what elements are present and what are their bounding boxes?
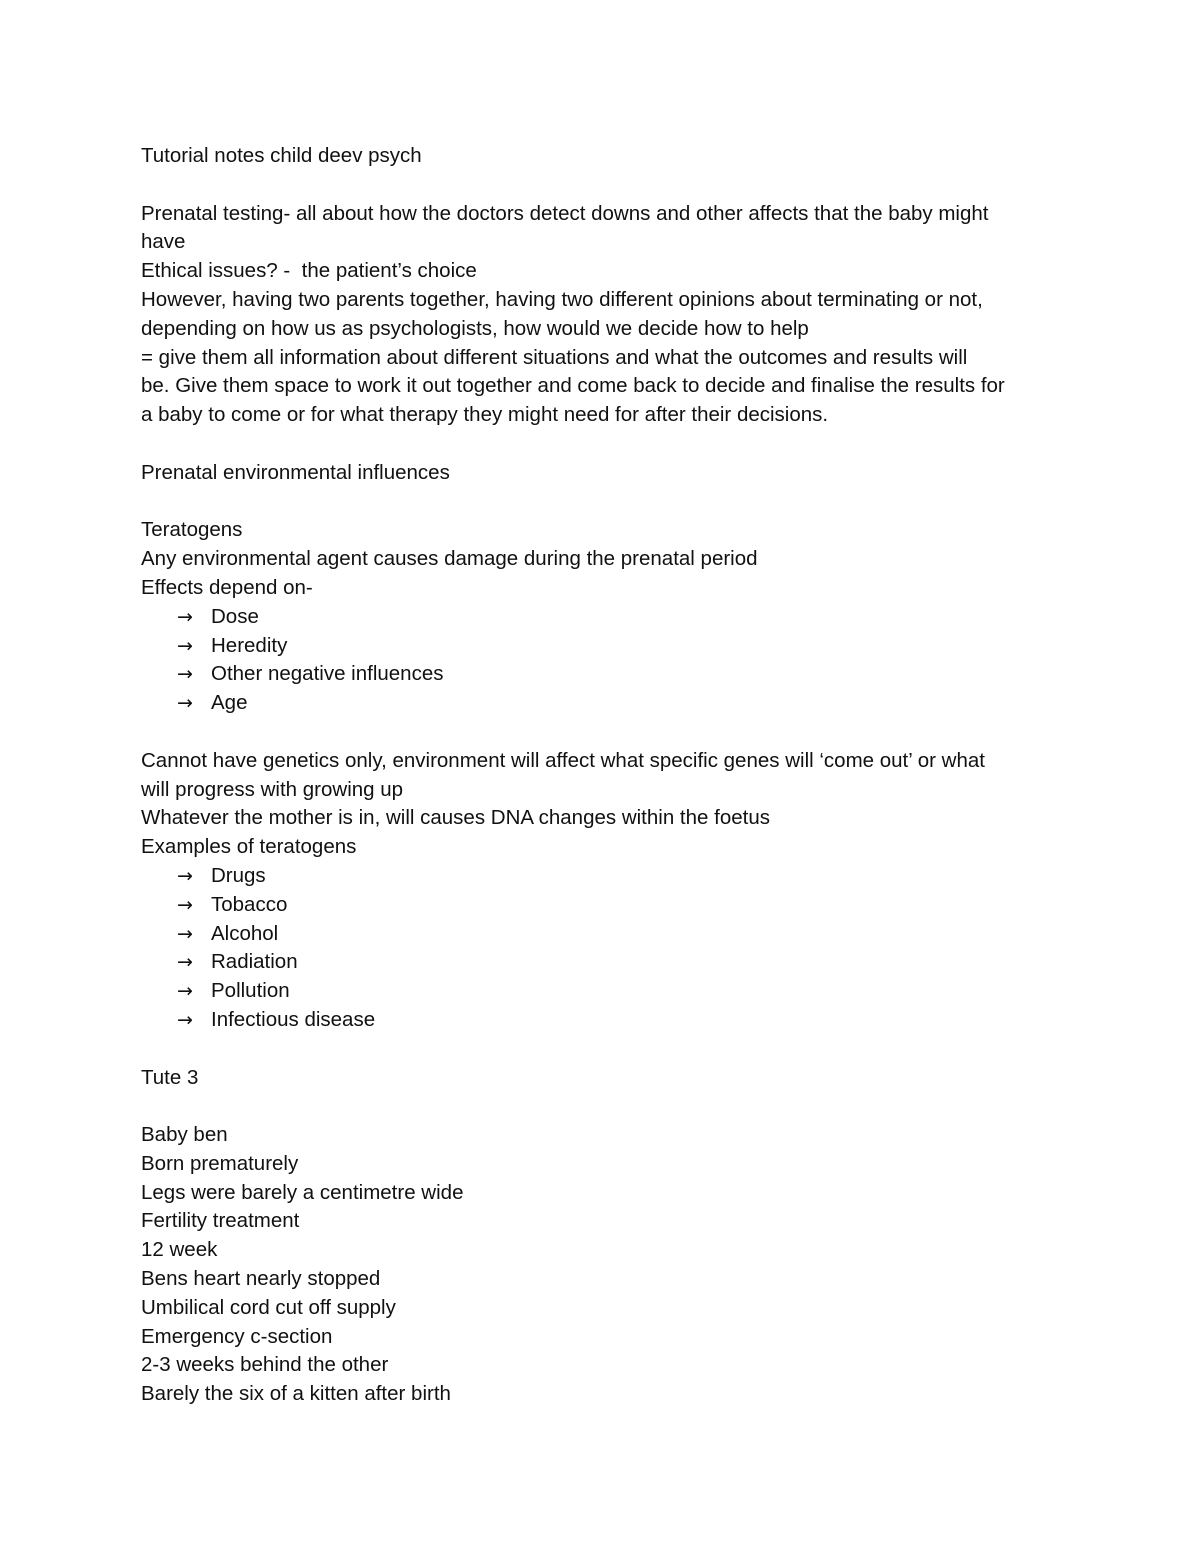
note-line: Umbilical cord cut off supply [141, 1295, 396, 1319]
genetics-line: Cannot have genetics only, environment will affect what specific genes will ‘come out’ or what [141, 748, 985, 772]
section-heading-environment: Prenatal environmental influences [141, 460, 450, 484]
note-line: Fertility treatment [141, 1209, 300, 1233]
advice-line: = give them all information about different situations and what the outcomes and results will [141, 345, 968, 369]
testing-line: Prenatal testing- all about how the doctors detect downs and other affects that the baby might [141, 201, 989, 225]
arrow-right-icon: → [177, 893, 193, 916]
list-item-label: Age [211, 691, 248, 715]
list-item [141, 603, 1071, 632]
document-body [141, 142, 1071, 1409]
list-item-label: Heredity [211, 633, 288, 657]
advice-line: a baby to come or for what therapy they might need for after their decisions. [141, 403, 829, 427]
however-line: However, having two parents together, having two different opinions about terminating or not, [141, 287, 983, 311]
genetics-line: will progress with growing up [141, 777, 404, 801]
blank-line [141, 488, 1071, 517]
baby-ben-notes [141, 1121, 1071, 1409]
examples-label: Examples of teratogens [141, 835, 357, 859]
effects-label: Effects depend on- [141, 575, 313, 599]
document-title: Tutorial notes child deev psych [141, 144, 422, 167]
arrow-right-icon: → [177, 605, 193, 628]
list-item [141, 632, 1071, 661]
arrow-right-icon: → [177, 951, 193, 974]
list-item [141, 1006, 1071, 1035]
list-item [141, 920, 1071, 949]
note-line: Bens heart nearly stopped [141, 1267, 381, 1291]
list-item [141, 891, 1071, 920]
blank-line [141, 430, 1071, 459]
list-item-label: Alcohol [211, 921, 279, 945]
testing-line: have [141, 230, 186, 254]
blank-line [141, 718, 1071, 747]
arrow-right-icon: → [177, 1008, 193, 1031]
effects-list [141, 603, 1071, 718]
advice-line: be. Give them space to work it out together and come back to decide and finalise the results for [141, 374, 1005, 398]
note-line: 12 week [141, 1238, 218, 1262]
teratogens-definition: Any environmental agent causes damage during the prenatal period [141, 547, 758, 571]
blank-line [141, 1035, 1071, 1064]
list-item-label: Tobacco [211, 892, 288, 916]
list-item-label: Drugs [211, 863, 266, 887]
arrow-right-icon: → [177, 980, 193, 1003]
note-line: Baby ben [141, 1123, 228, 1147]
arrow-right-icon: → [177, 922, 193, 945]
note-line: Emergency c-section [141, 1324, 333, 1348]
arrow-right-icon: → [177, 864, 193, 887]
note-line: Born prematurely [141, 1151, 299, 1175]
ethical-issues-line: Ethical issues? - the patient’s choice [141, 259, 477, 283]
list-item [141, 977, 1071, 1006]
list-item-label: Radiation [211, 950, 298, 974]
arrow-right-icon: → [177, 634, 193, 657]
list-item-label: Other negative influences [211, 662, 444, 686]
genetics-line: Whatever the mother is in, will causes DNA changes within the foetus [141, 806, 770, 830]
list-item-label: Pollution [211, 979, 290, 1003]
section-heading-tute: Tute 3 [141, 1065, 199, 1089]
teratogens-heading: Teratogens [141, 518, 243, 542]
list-item [141, 948, 1071, 977]
list-item-label: Infectious disease [211, 1007, 376, 1031]
arrow-right-icon: → [177, 692, 193, 715]
blank-line [141, 1092, 1071, 1121]
arrow-right-icon: → [177, 663, 193, 686]
examples-list [141, 862, 1071, 1035]
list-item-label: Dose [211, 604, 259, 628]
note-line: 2-3 weeks behind the other [141, 1353, 389, 1377]
however-line: depending on how us as psychologists, how would we decide how to help [141, 316, 809, 340]
blank-line [141, 171, 1071, 200]
list-item [141, 689, 1071, 718]
list-item [141, 862, 1071, 891]
note-line: Legs were barely a centimetre wide [141, 1180, 464, 1204]
note-line: Barely the six of a kitten after birth [141, 1382, 451, 1406]
list-item [141, 660, 1071, 689]
